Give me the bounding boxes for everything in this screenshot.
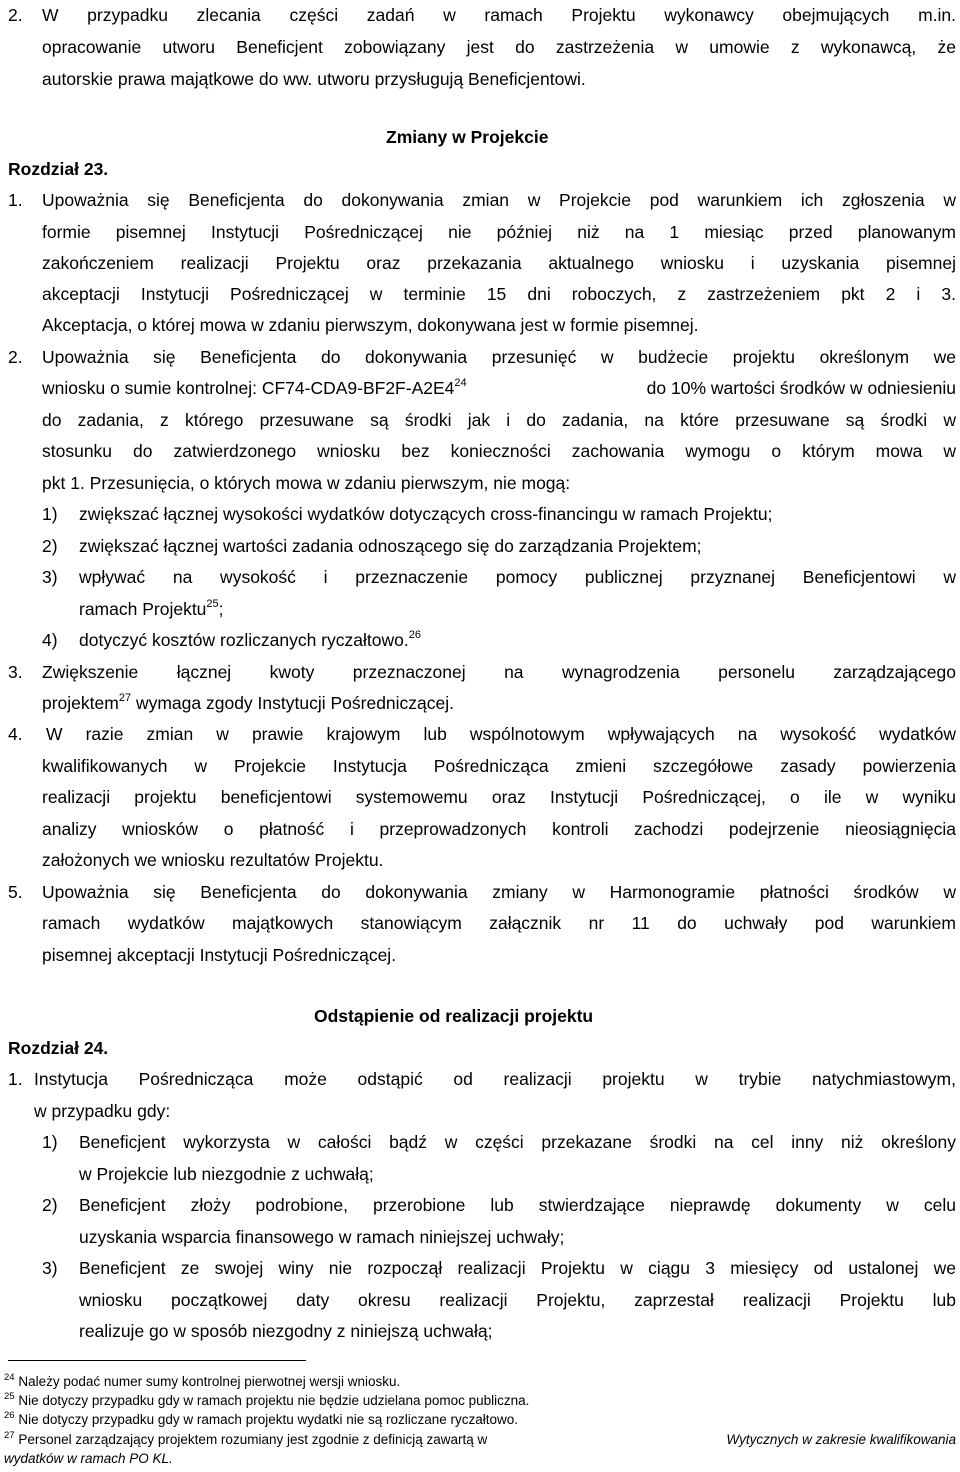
paragraph-line: Upoważnia się Beneficjenta do dokonywania zmiany w Harmonogramie płatności środków w <box>42 882 956 902</box>
footnote-number: 24 <box>4 1372 15 1383</box>
list-number: 3) <box>42 1258 58 1278</box>
list-item: dotyczyć kosztów rozliczanych ryczałtowo.$^{26}$ <box>79 629 421 650</box>
paragraph-line: ramach wydatków majątkowych stanowiącym załącznik nr 11 do uchwały pod warunkiem <box>42 913 956 933</box>
list-item: Beneficjent wykorzysta w całości bądź w części przekazane środki na cel inny niż określony <box>79 1132 956 1152</box>
paragraph-line: analizy wniosków o płatność i przeprowadzonych kontroli zachodzi podejrzenie nieosiągnięcia <box>42 819 956 839</box>
list-number: 4. <box>8 724 23 744</box>
section-title: Zmiany w Projekcie <box>386 127 549 147</box>
line-tail: do 10% wartości środków w odniesieniu <box>646 378 956 398</box>
paragraph-line: w przypadku gdy: <box>34 1101 171 1121</box>
checksum-text: wniosku o sumie kontrolnej: $CF74-CDA9-BF2F-A2E4^{24}$ <box>42 377 467 398</box>
paragraph-line: formie pisemnej Instytucji Pośredniczącej nie później niż na 1 miesiąc przed planowanym <box>42 222 956 242</box>
footnote-continuation: wydatków w ramach PO KL. <box>4 1451 173 1466</box>
list-item: Beneficjent ze swojej winy nie rozpoczął realizacji Projektu w ciągu 3 miesięcy od ustalonej we <box>79 1258 956 1278</box>
paragraph-line: akceptacji Instytucji Pośredniczącej w terminie 15 dni roboczych, z zastrzeżeniem pkt 2 i 3. <box>42 284 956 304</box>
list-number: 2. <box>8 347 23 367</box>
list-number: 2) <box>42 536 58 556</box>
paragraph-line: pisemnej akceptacji Instytucji Pośredniczącej. <box>42 945 397 965</box>
paragraph-line: Zwiększenie łącznej kwoty przeznaczonej na wynagrodzenia personelu zarządzającego <box>42 662 956 682</box>
paragraph-line: Upoważnia się Beneficjenta do dokonywania przesunięć w budżecie projektu określonym we <box>42 347 956 367</box>
section-title: Odstąpienie od realizacji projektu <box>314 1006 594 1026</box>
list-item: Beneficjent złoży podrobione, przerobione lub stwierdzające nieprawdę dokumenty w celu <box>79 1195 956 1215</box>
footnote-ref[interactable]: 25 <box>206 598 219 610</box>
list-item-continuation: ramach Projektu$^{25}$; <box>79 598 224 619</box>
footnote-ref[interactable]: 24 <box>454 377 467 389</box>
list-number: 1) <box>42 1132 58 1152</box>
paragraph-line: opracowanie utworu Beneficjent zobowiązany jest do zastrzeżenia w umowie z wykonawcą, że <box>42 37 956 57</box>
list-item-continuation: uzyskania wsparcia finansowego w ramach niniejszej uchwały; <box>79 1227 565 1247</box>
paragraph-line <box>42 377 956 399</box>
footnote-ref[interactable]: 27 <box>118 692 132 704</box>
list-number: 1) <box>42 504 58 524</box>
paragraph-line: W razie zmian w prawie krajowym lub wspólnotowym wpływających na wysokość wydatków <box>46 724 956 744</box>
footnote-separator <box>8 1360 306 1361</box>
list-number: 3) <box>42 567 58 587</box>
paragraph-line: założonych we wniosku rezultatów Projektu. <box>42 850 384 870</box>
paragraph-line: Upoważnia się Beneficjenta do dokonywania zmian w Projekcie pod warunkiem ich zgłoszenia w <box>42 190 956 210</box>
paragraph-line: W przypadku zlecania części zadań w ramach Projektu wykonawcy obejmujących m.in. <box>42 5 956 25</box>
paragraph-line: pkt 1. Przesunięcia, o których mowa w zdaniu pierwszym, nie mogą: <box>42 473 571 493</box>
list-number: 4) <box>42 630 58 650</box>
footnote-number: 27 <box>4 1430 15 1441</box>
list-number: 2) <box>42 1195 58 1215</box>
footnote-number: 26 <box>4 1410 15 1421</box>
footnote-number: 25 <box>4 1391 15 1402</box>
paragraph-line: Instytucja Pośrednicząca może odstąpić od realizacji projektu w trybie natychmiastowym, <box>34 1069 956 1089</box>
paragraph-line: zakończeniem realizacji Projektu oraz przekazania aktualnego wniosku i uzyskania pisemnej <box>42 253 956 273</box>
list-number: 5. <box>8 882 23 902</box>
paragraph-line: kwalifikowanych w Projekcie Instytucja Pośrednicząca zmieni szczegółowe zasady powierzenia <box>42 756 956 776</box>
paragraph-line: do zadania, z którego przesuwane są środki jak i do zadania, na które przesuwane są środki w <box>42 410 956 430</box>
paragraph-line: autorskie prawa majątkowe do ww. utworu przysługują Beneficjentowi. <box>42 69 586 89</box>
paragraph-line: realizacji projektu beneficjentowi systemowemu oraz Instytucji Pośredniczącej, o ile w wyniku <box>42 787 956 807</box>
list-number: 1. <box>8 190 23 210</box>
footnote: $^{27}$ Personel zarządzający projektem rozumiany jest zgodnie z definicją zawartą w Wytycznych w zakresie kwalifikowania <box>4 1430 956 1447</box>
list-item-continuation: w Projekcie lub niezgodnie z uchwałą; <box>79 1164 374 1184</box>
footnote: $^{25}$ Nie dotyczy przypadku gdy w ramach projektu nie będzie udzielana pomoc publiczna. <box>4 1391 530 1408</box>
list-item: zwiększać łącznej wysokości wydatków dotyczących cross-financingu w ramach Projektu; <box>79 504 773 524</box>
paragraph-line: Akceptacja, o której mowa w zdaniu pierwszym, dokonywana jest w formie pisemnej. <box>42 315 699 335</box>
footnote: $^{24}$ Należy podać numer sumy kontrolnej pierwotnej wersji wniosku. <box>4 1372 401 1389</box>
list-item-continuation: wniosku początkowej daty okresu realizacji Projektu, zaprzestał realizacji Projektu lub <box>79 1290 956 1310</box>
chapter-label: Rozdział 23. <box>8 159 109 179</box>
list-number: 2. <box>8 5 23 25</box>
paragraph-line: projektem$^{27}$ wymaga zgody Instytucji Pośredniczącej. <box>42 692 455 713</box>
list-item: zwiększać łącznej wartości zadania odnoszącego się do zarządzania Projektem; <box>79 536 702 556</box>
list-number: 1. <box>8 1069 23 1089</box>
list-item: wpływać na wysokość i przeznaczenie pomocy publicznej przyznanej Beneficjentowi w <box>79 567 956 587</box>
list-number: 3. <box>8 662 23 682</box>
chapter-label: Rozdział 24. <box>8 1038 109 1058</box>
footnote: $^{26}$ Nie dotyczy przypadku gdy w ramach projektu wydatki nie są rozliczane ryczałtowo. <box>4 1410 519 1427</box>
footnote-ref[interactable]: 26 <box>408 629 421 641</box>
paragraph-line: stosunku do zatwierdzonego wniosku bez konieczności zachowania wymogu o którym mowa w <box>42 441 956 461</box>
list-item-continuation: realizuje go w sposób niezgodny z niniejszą uchwałą; <box>79 1321 493 1341</box>
